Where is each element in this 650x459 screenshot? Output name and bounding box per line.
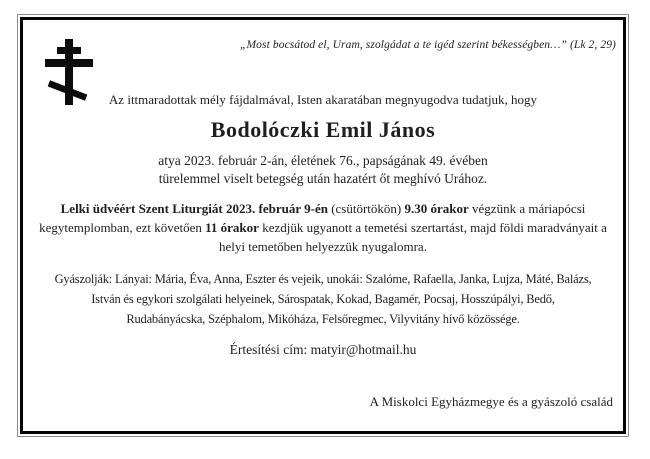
death-details-line1: atya 2023. február 2-án, életének 76., papságának 49. évében bbox=[158, 153, 488, 168]
liturgy-text: végzünk a máriapócsi kegytemplomban, ezt követően bbox=[39, 201, 586, 235]
death-details bbox=[23, 152, 623, 188]
death-notice-page bbox=[20, 17, 626, 434]
liturgy-time2-bold: 11 órakor bbox=[205, 220, 259, 235]
scripture-quote: „Most bocsátod el, Uram, szolgádat a te igéd szerint békességben…” (Lk 2, 29) bbox=[240, 39, 616, 51]
mourners-list bbox=[23, 269, 623, 329]
deceased-name: Bodolóczki Emil János bbox=[210, 117, 436, 142]
email-address: matyir@hotmail.hu bbox=[310, 342, 417, 357]
death-details-line2: türelemmel viselt betegség után hazatért őt meghívó Urához. bbox=[158, 171, 488, 186]
contact-label: Értesítési cím: bbox=[229, 342, 308, 357]
closing-signature: A Miskolci Egyházmegye és a gyászoló család bbox=[369, 394, 613, 409]
liturgy-date-bold: Lelki üdvéért Szent Liturgiát 2023. február 9-én bbox=[60, 201, 328, 216]
mourners-line3: Rudabányácska, Széphalom, Mikóháza, Felsőregmec, Vilyvitány hívő közössége. bbox=[126, 312, 520, 326]
mourners-line1: Gyászolják: Lányai: Mária, Éva, Anna, Eszter és vejeik, unokái: Szalóme, Rafaella, Janka, Lujza, Máté, Balázs, bbox=[54, 272, 592, 286]
liturgy-text: (csütörtökön) bbox=[327, 201, 405, 216]
intro-text: Az ittmaradottak mély fájdalmával, Isten akaratában megnyugodva tudatjuk, hogy bbox=[108, 92, 538, 107]
liturgy-text: kezdjük ugyanott a temetési szertartást, majd földi maradványait a helyi temetőben helyezzük nyugalomra. bbox=[219, 220, 607, 254]
liturgy-time1-bold: 9.30 órakor bbox=[404, 201, 469, 216]
contact-info bbox=[23, 342, 623, 358]
liturgy-details bbox=[23, 199, 623, 256]
mourners-line2: István és egykori szolgálati helyeinek, Sárospatak, Kokad, Bagamér, Pocsaj, Hosszúpályi, Bedő, bbox=[91, 292, 555, 306]
